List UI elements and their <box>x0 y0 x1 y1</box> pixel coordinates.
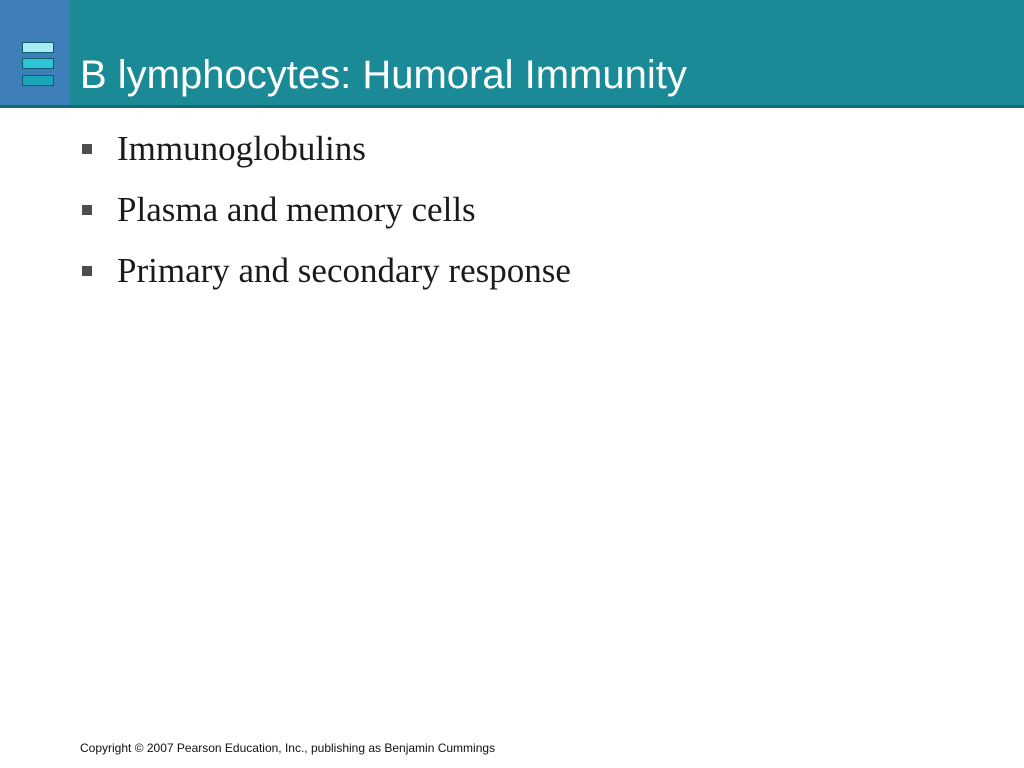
logo-bar-middle <box>22 58 54 69</box>
bullet-text: Plasma and memory cells <box>117 190 476 229</box>
bullet-text: Immunoglobulins <box>117 129 366 168</box>
bullet-item <box>82 250 571 311</box>
square-bullet-icon <box>82 144 92 154</box>
bullet-text: Primary and secondary response <box>117 251 571 290</box>
square-bullet-icon <box>82 205 92 215</box>
bullet-item <box>82 128 571 189</box>
stacked-bars-icon <box>22 42 54 92</box>
logo-bar-top <box>22 42 54 53</box>
bullet-item <box>82 189 571 250</box>
bullet-list <box>82 128 571 311</box>
slide-title: B lymphocytes: Humoral Immunity <box>80 53 687 97</box>
title-underline <box>0 105 1024 108</box>
copyright-footer: Copyright © 2007 Pearson Education, Inc., publishing as Benjamin Cummings <box>80 741 496 755</box>
logo-bar-bottom <box>22 75 54 86</box>
square-bullet-icon <box>82 266 92 276</box>
